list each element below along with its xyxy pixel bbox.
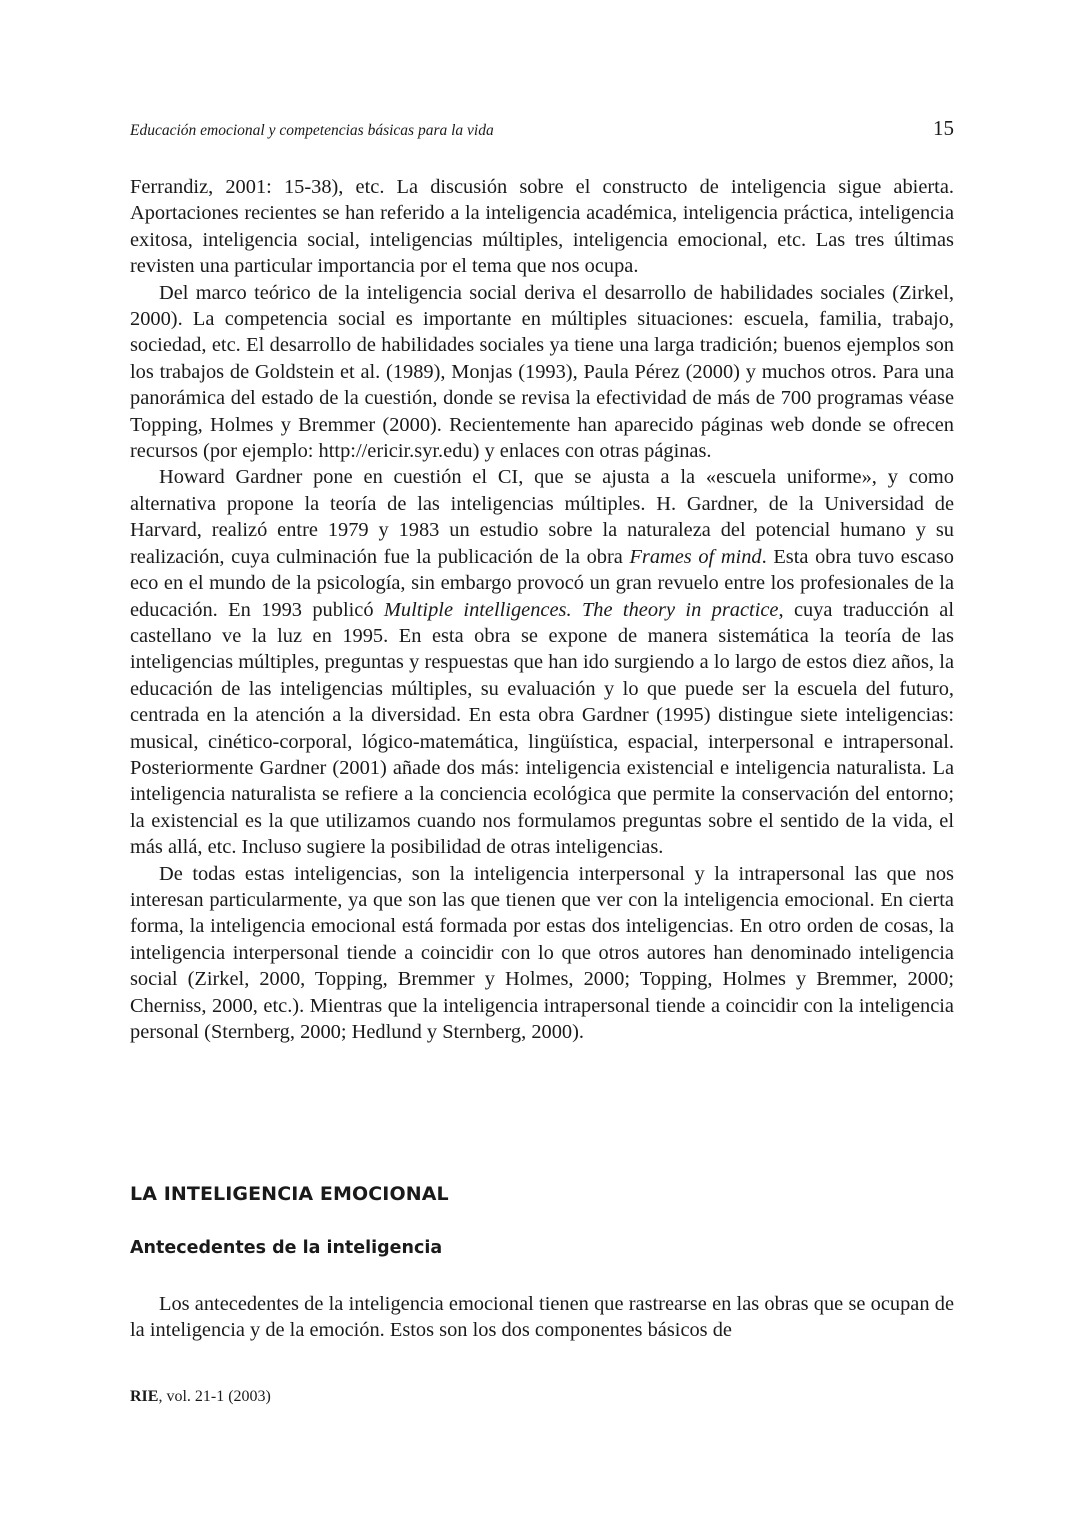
running-title: Educación emocional y competencias básicas para la vida [130, 122, 494, 139]
paragraph-2: Del marco teórico de la inteligencia social deriva el desarrollo de habilidades sociales (Zirkel, 2000). La competencia social es importante en múltiples situaciones: escuela, familia, trabajo, sociedad, etc. El desarrollo de habilidades sociales ya tiene una larga tradición; buenos ejemplos son los trabajos de Goldstein et al. (1989), Monjas (1993), Paula Pérez (2000) y muchos otros. Para una panorámica del estado de la cuestión, donde se revisa la efectividad de más de 700 programas véase Topping, Holmes y Bremmer (2000). Recientemente han aparecido páginas web donde se ofrecen recursos (por ejemplo: http://ericir.syr.edu) y enlaces con otras páginas. [130, 281, 954, 463]
page-number: 15 [933, 116, 954, 140]
paragraph-4: De todas estas inteligencias, son la inteligencia interpersonal y la intrapersonal las que nos interesan particularmente, ya que son las que tienen que ver con la inteligencia emocional. En cierta forma, la inteligencia emocional está formada por estas dos inteligencias. En otro orden de cosas, la inteligencia interpersonal tiende a coincidir con lo que otros autores han denominado inteligencia social (Zirkel, 2000, Topping, Bremmer y Holmes, 2000; Topping, Holmes y Bremmer, 2000; Cherniss, 2000, etc.). Mientras que la inteligencia intrapersonal tiende a coincidir con la inteligencia personal (Sternberg, 2000; Hedlund y Sternberg, 2000). [130, 862, 954, 1043]
subsection-heading: Antecedentes de la inteligencia [130, 1238, 443, 1258]
journal-volume: , vol. 21-1 (2003) [158, 1388, 271, 1405]
book-title-multiple-intelligences: Multiple intelligences. The theory in practice [383, 598, 779, 621]
journal-name: RIE [130, 1388, 159, 1405]
book-title-frames-of-mind: Frames of mind [629, 545, 762, 568]
paragraph-3-text-c: , cuya traducción al castellano ve la luz en 1995. En esta obra se expone de manera sistemática la teoría de las inteligencias múltiples, preguntas y respuestas que han ido surgiendo a lo largo de estos diez años, la educación de las inteligencias múltiples, su evaluación y lo que puede ser la escuela del futuro, centrada en la atención a la diversidad. En esta obra Gardner (1995) distingue siete inteligencias: musical, cinético-corporal, lógico-matemática, lingüística, espacial, interpersonal e intrapersonal. Posteriormente Gardner (2001) añade dos más: inteligencia existencial e inteligencia naturalista. La inteligencia naturalista se refiere a la conciencia ecológica que permite la conservación del entorno; la existencial es la que utilizamos cuando nos formulamos preguntas sobre el sentido de la vida, el más allá, etc. Incluso sugiere la posibilidad de otras inteligencias. [130, 598, 955, 859]
section-heading: LA INTELIGENCIA EMOCIONAL [130, 1183, 449, 1205]
paragraph-3 [130, 464, 954, 860]
paragraph-3-text-b: . Esta obra tuvo escaso eco en el mundo de la psicología, sin embargo provocó un gran revuelo entre los profesionales de la educación. En 1993 publicó [130, 545, 954, 621]
paragraph-3-text-a: Howard Gardner pone en cuestión el CI, que se ajusta a la «escuela uniforme», y como alternativa propone la teoría de las inteligencias múltiples. H. Gardner, de la Universidad de Harvard, realizó entre 1979 y 1983 un estudio sobre la naturaleza del potencial humano y su realización, cuya culminación fue la publicación de la obra [130, 466, 954, 568]
page-header [130, 116, 954, 141]
paragraph-1: Ferrandiz, 2001: 15-38), etc. La discusión sobre el constructo de inteligencia sigue abierta. Aportaciones recientes se han referido a la inteligencia académica, inteligencia práctica, inteligencia exitosa, inteligencia social, inteligencias múltiples, inteligencia emocional, etc. Las tres últimas revisten una particular importancia por el tema que nos ocupa. [130, 176, 954, 278]
section-paragraph: Los antecedentes de la inteligencia emocional tienen que rastrearse en las obras que se ocupan de la inteligencia y de la emoción. Estos son los dos componentes básicos de [130, 1293, 954, 1342]
page-footer [130, 1388, 271, 1406]
body-text [130, 174, 954, 1045]
